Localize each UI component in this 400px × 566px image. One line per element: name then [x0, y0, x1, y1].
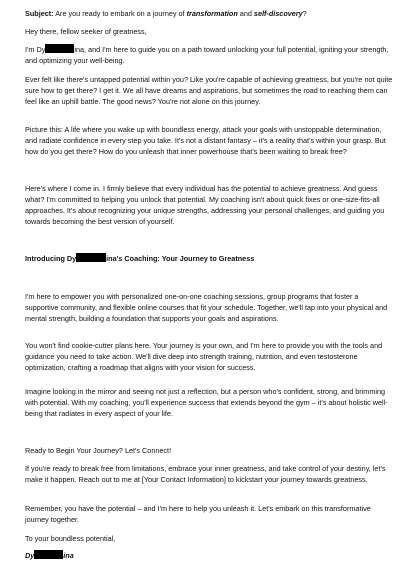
- redaction-bar: [76, 253, 106, 262]
- subject-label: Subject:: [25, 9, 54, 18]
- paragraph-picture-this: Picture this: A life where you wake up with boundless energy, attack your goals with unstoppable determination, and radiate confidence in every step you take. It's not a distant fantasy – it's a reality that's within your grasp. But how do you get there? How do you unleash that inner powerhouse that's been waiting to break free?: [25, 125, 386, 156]
- signature-text-start: Dy: [25, 551, 35, 560]
- closing-line: To your boundless potential,: [25, 534, 116, 543]
- redaction-bar: [34, 550, 63, 559]
- subject-emphasis-transformation: transformation: [186, 9, 238, 18]
- greeting: Hey there, fellow seeker of greatness,: [25, 27, 147, 36]
- redaction-bar: [45, 44, 74, 53]
- heading-text-rest: ina's Coaching: Your Journey to Greatness: [106, 254, 255, 263]
- section-heading: [25, 253, 393, 264]
- paragraph-ready: If you're ready to break free from limitations, embrace your inner greatness, and take control of your destiny, let's make it happen. Reach out to me at [Your Contact Information] to kickstart your journey towards greatness.: [25, 464, 386, 484]
- cta-heading: Ready to Begin Your Journey? Let's Connect!: [25, 446, 172, 455]
- intro-text-rest: ina, and I'm here to guide you on a path toward unlocking your full potential, igniting your strength, and optimizing your well-being.: [25, 45, 389, 65]
- paragraph-imagine: Imagine looking in the mirror and seeing not just a reflection, but a person who's confident, strong, and brimming with potential. With my coaching, you'll experience success that extends beyond the gym – it's about holistic well-being that radiates in every aspect of your life.: [25, 387, 388, 418]
- paragraph-untapped-potential: Ever felt like there's untapped potential within you? Like you're capable of achieving greatness, but you're not quite sure how to get there? I get it. We all have dreams and aspirations, but sometimes the road to reaching them can feel like an uphill battle. The good news? You're not alone on this journey.: [25, 75, 393, 106]
- intro-text-start: I'm Dy: [25, 45, 46, 54]
- subject-emphasis-self-discovery: self-discovery: [253, 9, 303, 18]
- paragraph-heres-where: Here's where I come in. I firmly believe that every individual has the potential to achieve greatness. And guess what? I'm committed to helping you unlock that potential. My coaching isn't about quick fixes or one-size-fits-all approaches. It's about recognizing your unique strengths, addressing your personal challenges, and guiding you towards becoming the best version of yourself.: [25, 184, 385, 226]
- subject-line: [25, 8, 393, 19]
- subject-text: Are you ready to embark on a journey of: [53, 9, 187, 18]
- signature-text-rest: ina: [63, 551, 74, 560]
- signature: [25, 550, 393, 561]
- paragraph-remember: Remember, you have the potential – and I'm here to help you unleash it. Let's embark on this transformative journey together.: [25, 504, 371, 524]
- subject-text-end: ?: [302, 9, 307, 18]
- paragraph-empower: I'm here to empower you with personalized one-on-one coaching sessions, group programs that foster a supportive community, and flexible online courses that fit your schedule. Together, we'll tap into your physical and mental strength, building a foundation that supports your goals and aspirations.: [25, 292, 388, 323]
- subject-text-and: and: [237, 9, 254, 18]
- heading-text-start: Introducing Dy: [25, 254, 77, 263]
- paragraph-cookie-cutter: You won't find cookie-cutter plans here. Your journey is your own, and I'm here to provide you with the tools and guidance you need to take action. We'll dive deep into strength training, nutrition, and even testosterone optimization, crafting a roadmap that aligns with your vision for success.: [25, 341, 383, 372]
- intro-paragraph: [25, 44, 393, 66]
